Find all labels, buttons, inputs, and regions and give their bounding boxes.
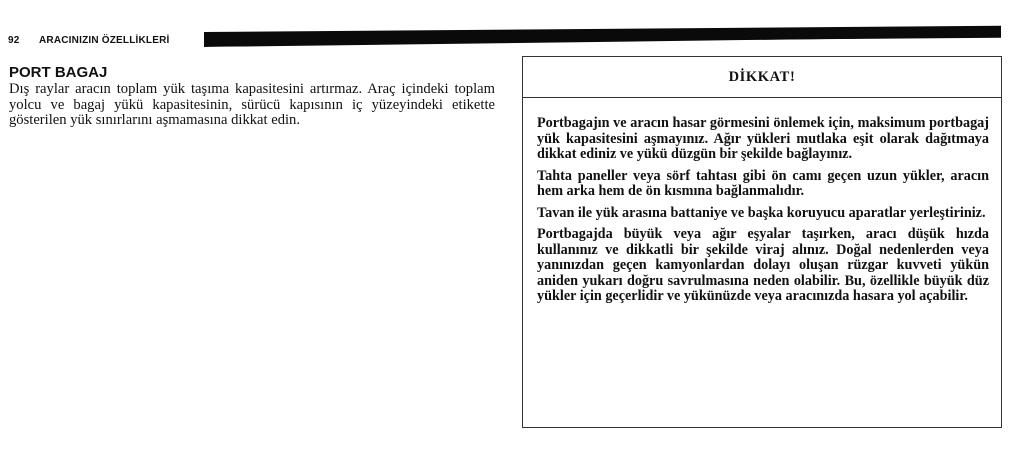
section-title: ARACINIZIN ÖZELLİKLERİ	[39, 35, 170, 46]
caution-title: DİKKAT!	[728, 68, 796, 85]
caution-box	[522, 56, 1002, 428]
section-body-text: Dış raylar aracın toplam yük taşıma kapasitesini artırmaz. Araç içindeki toplam yolcu ve bagaj yükü kapasitesinin, sürücü kapısının iç yüzeyindeki etikette gösterilen yük sınırlarını aşmamasına dikkat edin.	[9, 81, 495, 129]
page-number: 92	[8, 35, 20, 46]
header-rule	[204, 26, 1001, 44]
caution-header	[523, 57, 1001, 98]
caution-paragraph: Portbagajda büyük veya ağır eşyalar taşırken, aracı düşük hızda kullanınız ve dikkatli bir şekilde viraj alınız. Doğal nedenlerden veya yanınızdan geçen kamyonlardan dolayı oluşan rüzgar kuvveti yükün aniden yukarı doğru savrulmasına neden olabilir. Bu, özellikle büyük düz yükler için geçerlidir ve yükünüzde veya aracınızda hasara yol açabilir.	[537, 226, 989, 304]
caution-paragraph: Portbagajın ve aracın hasar görmesini önlemek için, maksimum portbagaj yük kapasitesini aşmayınız. Ağır yükleri mutlaka eşit olarak dağıtmaya dikkat ediniz ve yükü düzgün bir şekilde bağlayınız.	[537, 115, 989, 162]
caution-body	[523, 98, 1001, 305]
caution-paragraph: Tahta paneller veya sörf tahtası gibi ön camı geçen uzun yükler, aracın hem arka hem de ön kısmına bağlanmalıdır.	[537, 167, 989, 199]
section-heading: PORT BAGAJ	[9, 64, 108, 81]
caution-paragraph: Tavan ile yük arasına battaniye ve başka koruyucu aparatlar yerleştiriniz.	[537, 204, 986, 221]
port-bagaj-section	[9, 64, 495, 129]
page-header	[8, 32, 1001, 52]
